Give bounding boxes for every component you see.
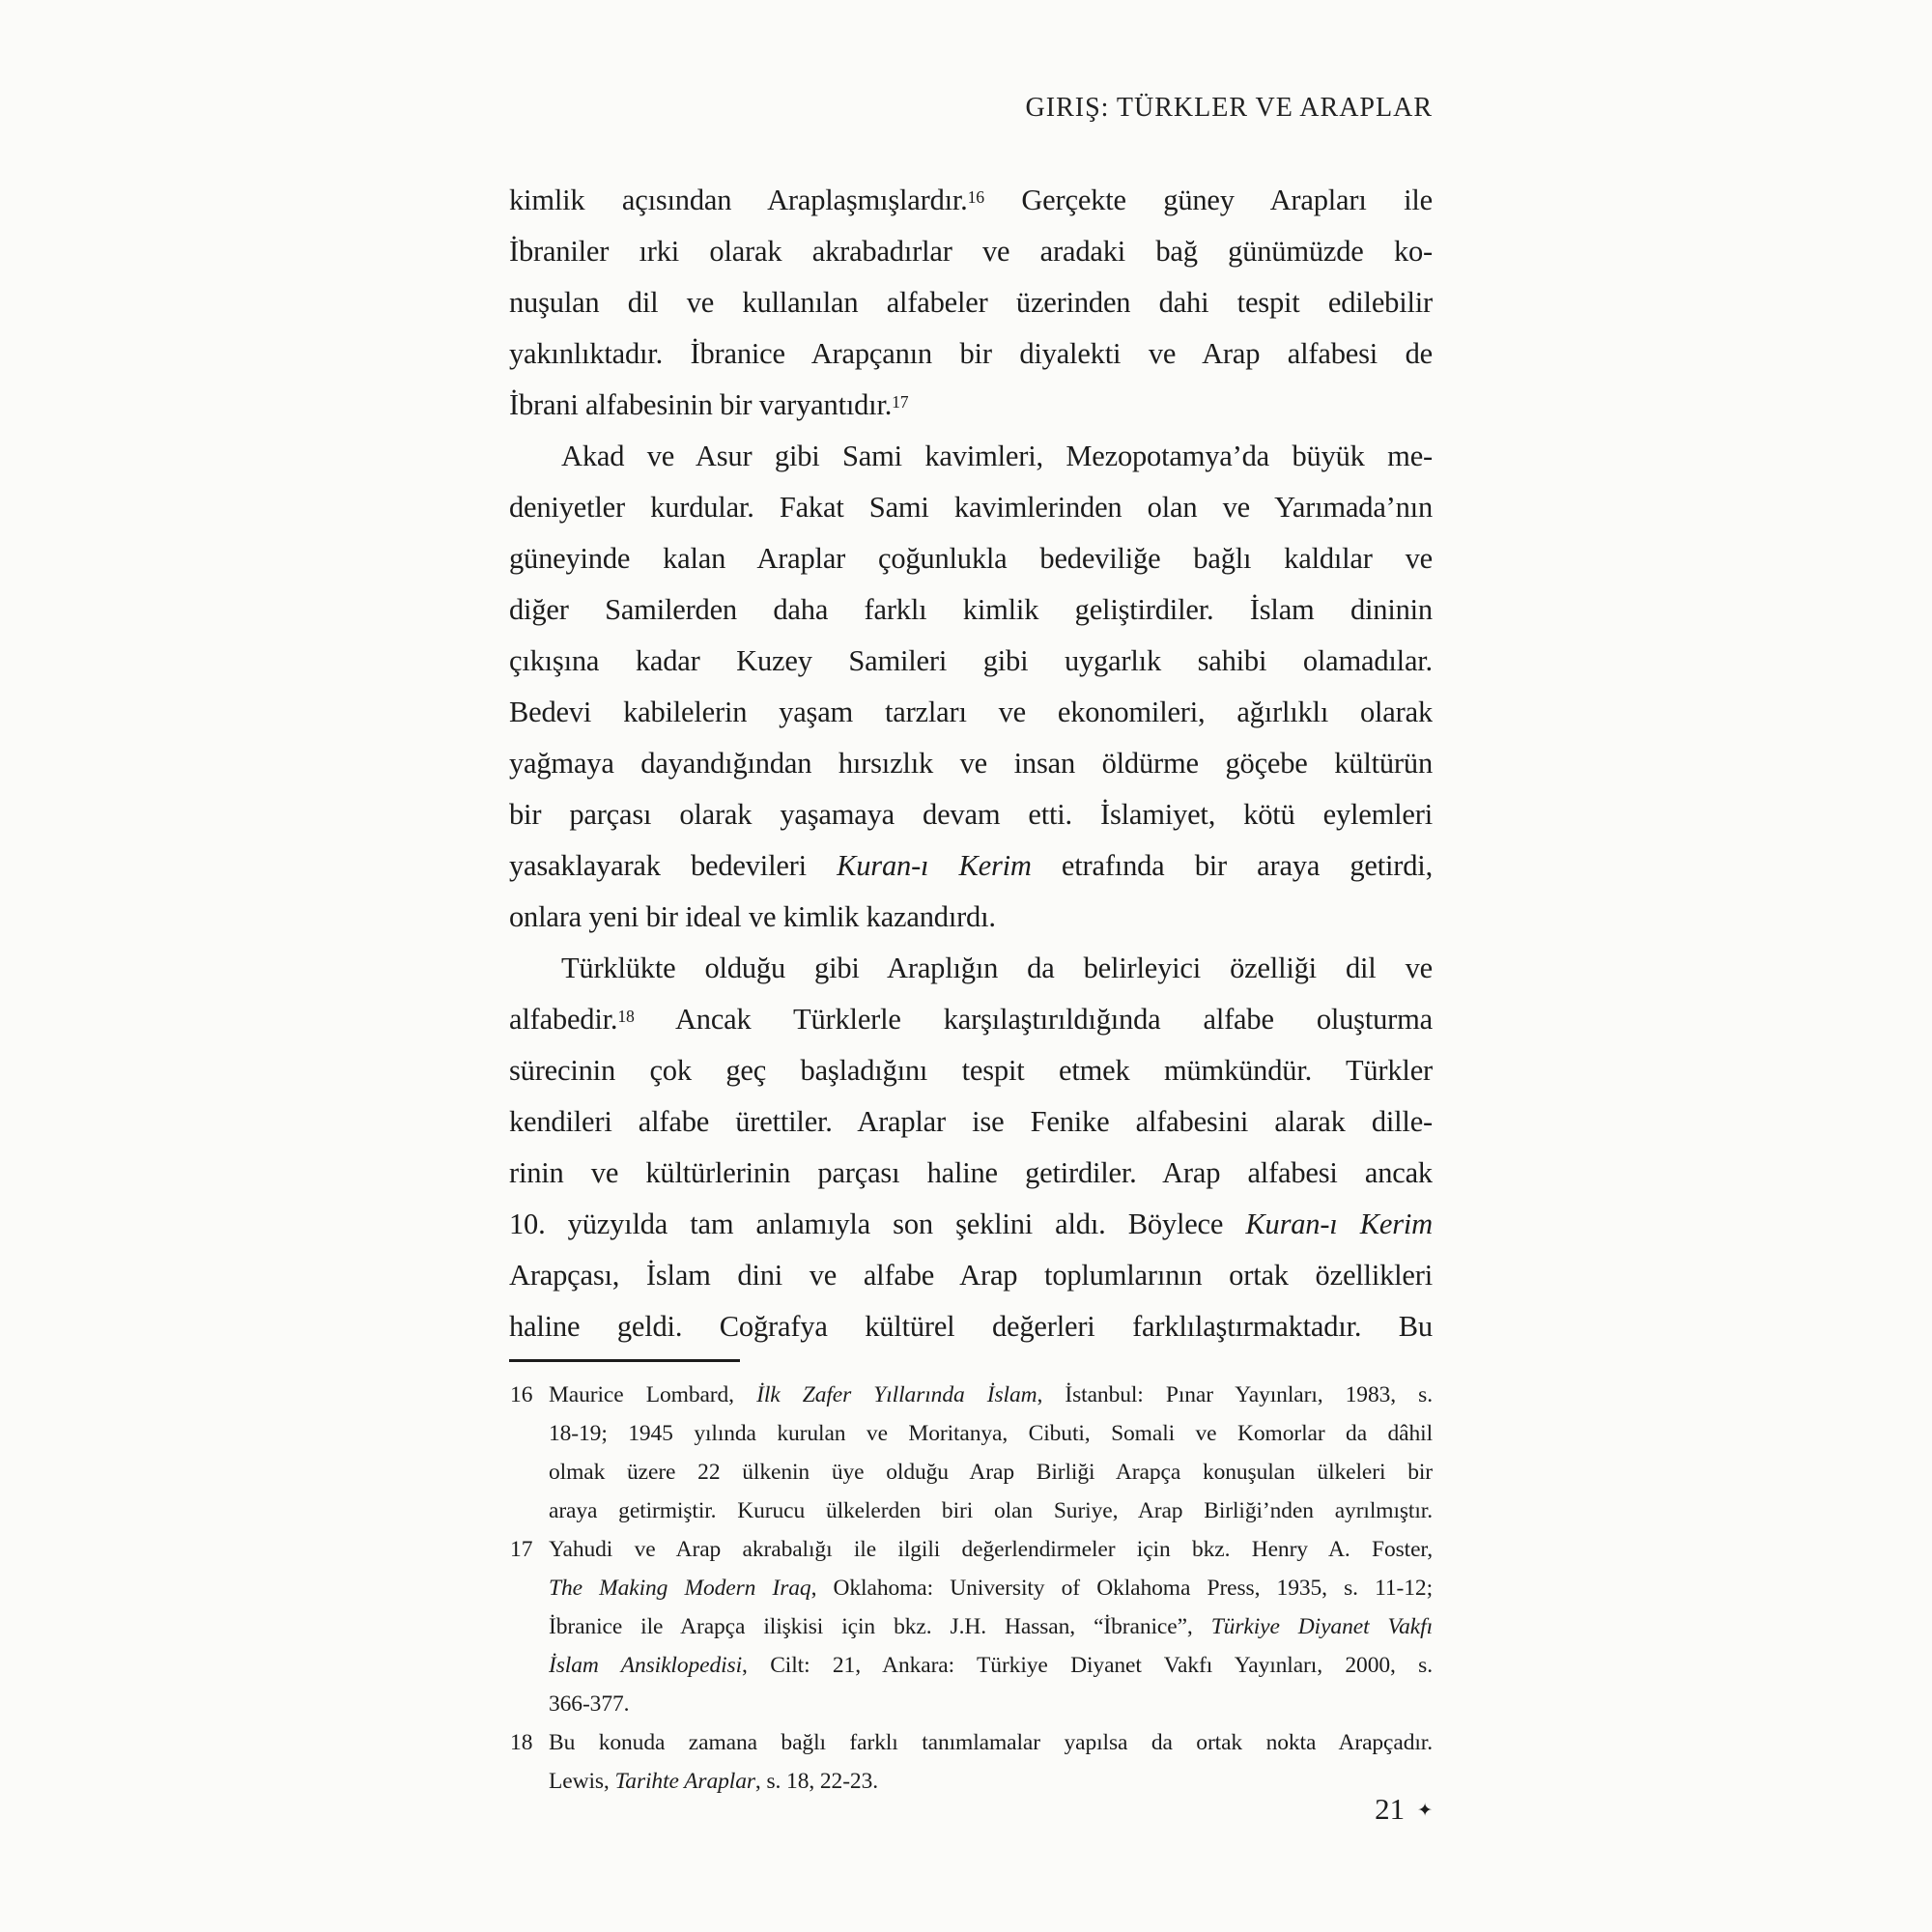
body-line — [509, 943, 1433, 994]
text-run: 10. yüzyılda tam anlamıyla son şeklini aldı. Böylece — [509, 1208, 1246, 1240]
footnote-number: 18 — [510, 1730, 533, 1755]
footnote-ref: 18 — [617, 1006, 635, 1026]
text-run: etrafında bir araya getirdi, — [1031, 849, 1433, 882]
text-run: Yahudi ve Arap akrabalığı ile ilgili değerlendirmeler için bkz. Henry A. Foster, — [549, 1537, 1433, 1562]
text-run: Maurice Lombard, — [549, 1382, 757, 1407]
text-run: diğer Samilerden daha farklı kimlik geliştirdiler. İslam dininin — [509, 593, 1433, 626]
italic-text: Kuran-ı Kerim — [837, 849, 1032, 882]
text-run: sürecinin çok geç başladığını tespit etmek mümkündür. Türkler — [509, 1054, 1433, 1087]
footnote-line — [549, 1414, 1433, 1453]
body-line — [509, 789, 1433, 840]
page-number: 21 — [1375, 1792, 1406, 1826]
text-run: Akad ve Asur gibi Sami kavimleri, Mezopotamya’da büyük me- — [561, 440, 1433, 472]
text-run: 18-19; 1945 yılında kurulan ve Moritanya, Cibuti, Somali ve Komorlar da dâhil — [549, 1421, 1433, 1446]
footnote-line — [549, 1530, 1433, 1569]
text-run: alfabedir. — [509, 1003, 618, 1036]
italic-text: İlk Zafer Yıllarında İslam — [756, 1382, 1037, 1407]
body-line — [509, 1045, 1433, 1096]
body-line — [509, 738, 1433, 789]
footnote-ref: 16 — [967, 186, 984, 207]
body-line — [509, 892, 1433, 943]
text-run: , İstanbul: Pınar Yayınları, 1983, s. — [1037, 1382, 1433, 1407]
body-line — [509, 380, 1433, 431]
text-run: rinin ve kültürlerinin parçası haline getirdiler. Arap alfabesi ancak — [509, 1156, 1433, 1189]
text-run: yağmaya dayandığından hırsızlık ve insan öldürme göçebe kültürün — [509, 747, 1433, 780]
footnote-line — [549, 1607, 1433, 1646]
text-run: araya getirmiştir. Kurucu ülkelerden biri olan Suriye, Arap Birliği’nden ayrılmıştır. — [549, 1498, 1433, 1523]
text-run: çıkışına kadar Kuzey Samileri gibi uygarlık sahibi olamadılar. — [509, 644, 1433, 677]
text-run: Bedevi kabilelerin yaşam tarzları ve ekonomileri, ağırlıklı olarak — [509, 696, 1433, 728]
text-run: deniyetler kurdular. Fakat Sami kavimlerinden olan ve Yarımada’nın — [509, 491, 1433, 524]
footnote-number: 17 — [510, 1537, 533, 1562]
text-run: olmak üzere 22 ülkenin üye olduğu Arap Birliği Arapça konuşulan ülkeleri bir — [549, 1460, 1433, 1485]
body-text — [509, 175, 1433, 1352]
footnote-line — [549, 1685, 1433, 1723]
body-line — [509, 1250, 1433, 1301]
text-run: İbranice ile Arapça ilişkisi için bkz. J.H. Hassan, “İbranice”, — [549, 1614, 1211, 1639]
body-line — [509, 1301, 1433, 1352]
footnote-line — [549, 1723, 1433, 1762]
footnote-line — [549, 1569, 1433, 1607]
text-run: İbraniler ırki olarak akrabadırlar ve aradaki bağ günümüzde ko- — [509, 235, 1433, 268]
text-run: nuşulan dil ve kullanılan alfabeler üzerinden dahi tespit edilebilir — [509, 286, 1433, 319]
footnote-line — [549, 1492, 1433, 1530]
text-run: yakınlıktadır. İbranice Arapçanın bir diyalekti ve Arap alfabesi de — [509, 337, 1433, 370]
body-line — [509, 226, 1433, 277]
body-line — [509, 584, 1433, 636]
body-line — [509, 687, 1433, 738]
text-run: onlara yeni bir ideal ve kimlik kazandırdı. — [509, 900, 996, 933]
body-line — [509, 482, 1433, 533]
body-line — [509, 1148, 1433, 1199]
body-line — [509, 431, 1433, 482]
page-number-row — [509, 1792, 1433, 1827]
text-run: Gerçekte güney Arapları ile — [983, 184, 1433, 216]
text-run: Bu konuda zamana bağlı farklı tanımlamalar yapılsa da ortak nokta Arapçadır. — [549, 1730, 1433, 1755]
text-run: haline geldi. Coğrafya kültürel değerleri farklılaştırmaktadır. Bu — [509, 1310, 1433, 1343]
footnotes — [510, 1376, 1433, 1801]
italic-text: Tarihte Araplar — [614, 1769, 755, 1794]
footnote-line — [549, 1376, 1433, 1414]
italic-text: İslam Ansiklopedisi — [549, 1653, 743, 1678]
text-run: , Cilt: 21, Ankara: Türkiye Diyanet Vakfı Yayınları, 2000, s. — [742, 1653, 1433, 1678]
text-run: kendileri alfabe ürettiler. Araplar ise Fenike alfabesini alarak dille- — [509, 1105, 1433, 1138]
diamond-star-ornament-icon: ✦ — [1417, 1801, 1433, 1821]
text-run: İbrani alfabesinin bir varyantıdır. — [509, 388, 893, 421]
text-run: Türklükte olduğu gibi Araplığın da belirleyici özelliği dil ve — [561, 952, 1433, 984]
body-line — [509, 175, 1433, 226]
body-line — [509, 1199, 1433, 1250]
italic-text: The Making Modern Iraq — [549, 1576, 811, 1601]
text-run: güneyinde kalan Araplar çoğunlukla bedeviliğe bağlı kaldılar ve — [509, 542, 1433, 575]
text-run: kimlik açısından Araplaşmışlardır. — [509, 184, 968, 216]
footnote-line — [549, 1453, 1433, 1492]
running-head: GIRIŞ: TÜRKLER VE ARAPLAR — [1025, 93, 1433, 123]
footnote-ref: 17 — [892, 391, 909, 412]
text-run: 366-377. — [549, 1691, 630, 1717]
body-line — [509, 994, 1433, 1045]
text-run: , s. 18, 22-23. — [754, 1769, 879, 1794]
text-run: yasaklayarak bedevileri — [509, 849, 838, 882]
body-line — [509, 840, 1433, 892]
text-run: Arapçası, İslam dini ve alfabe Arap toplumlarının ortak özellikleri — [509, 1259, 1433, 1292]
text-run: Lewis, — [549, 1769, 615, 1794]
body-line — [509, 1096, 1433, 1148]
body-line — [509, 533, 1433, 584]
text-run: , Oklahoma: University of Oklahoma Press, 1935, s. 11-12; — [810, 1576, 1433, 1601]
italic-text: Türkiye Diyanet Vakfı — [1210, 1614, 1433, 1639]
text-run: Ancak Türklerle karşılaştırıldığında alfabe oluşturma — [634, 1003, 1433, 1036]
body-line — [509, 277, 1433, 328]
footnote-number: 16 — [510, 1382, 533, 1407]
body-line — [509, 636, 1433, 687]
body-line — [509, 328, 1433, 380]
footnote-separator — [509, 1359, 740, 1362]
text-run: bir parçası olarak yaşamaya devam etti. İslamiyet, kötü eylemleri — [509, 798, 1433, 831]
footnote-line — [549, 1646, 1433, 1685]
italic-text: Kuran-ı Kerim — [1245, 1208, 1433, 1240]
